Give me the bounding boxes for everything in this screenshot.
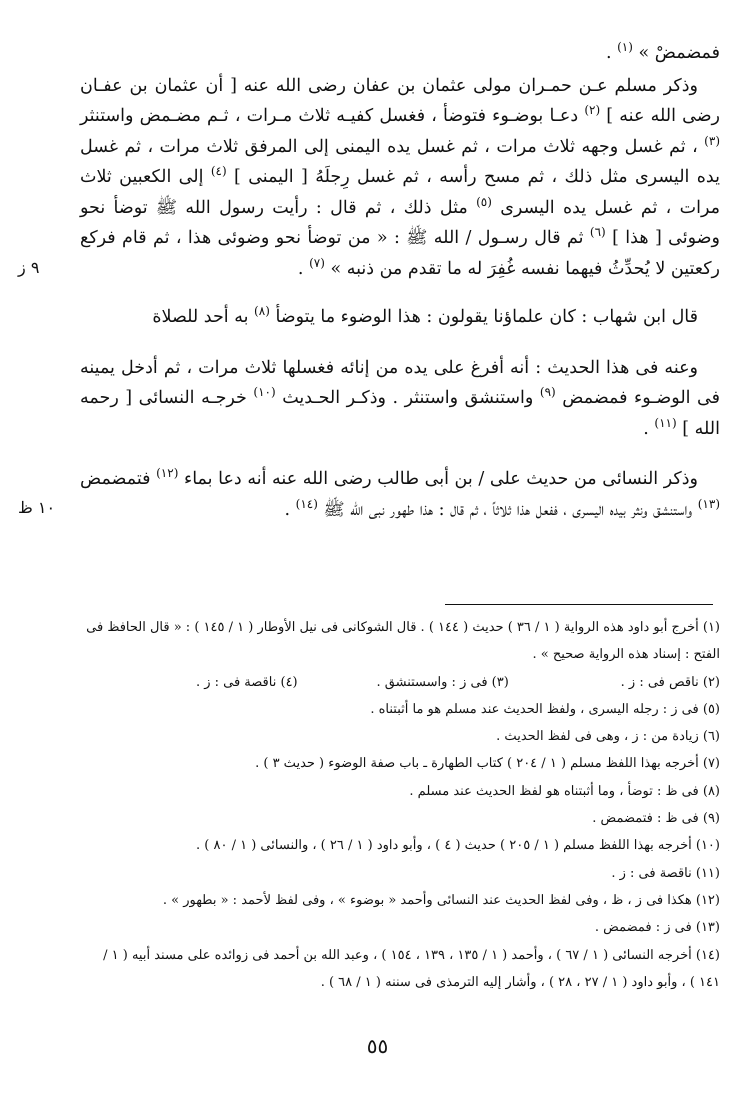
footnote-3: (٣) فى ز : واسستنشق . (376, 674, 509, 690)
text-span: مثل ذلك ، ثم قال : رأيت رسول الله ﷺ توضأ نحو وضوئى [ هذا ] (80, 197, 720, 248)
paragraph-4 (80, 464, 720, 525)
footnote-row (80, 669, 720, 696)
footnote-4: (٤) ناقصة فى : ز . (195, 674, 298, 690)
footnote-11: (١١) ناقصة فى : ز . (611, 865, 720, 881)
footnote-ref[interactable]: (٥) (476, 194, 492, 209)
text-span: . (297, 258, 310, 279)
text-span: دعـا بوضـوء فتوضأ ، فغسل كفيـه ثلاث مـرات ، ثـم مضـمض واستنثر (80, 106, 585, 126)
footnote-ref[interactable]: (١) (617, 40, 633, 55)
footnote-5: (٥) فى ز : رجله اليسرى ، ولفظ الحديث عند مسلم هو ما أثبتناه . (370, 701, 720, 717)
text-span: وذكر النسائى من حديث على / بن أبى طالب رضى الله عنه أنه دعا بماء (178, 469, 698, 489)
footnote-ref[interactable]: (٨) (254, 304, 270, 319)
footnote-8: (٨) فى ظ : توضأ ، وما أثبتناه هو لفظ الحديث عند مسلم . (409, 783, 720, 799)
footnote-12: (١٢) هكذا فى ز ، ظ ، وفى لفظ الحديث عند النسائى وأحمد « بوضوء » ، وفى لفظ لأحمد : « بطهور » . (162, 892, 720, 908)
footnote-separator (445, 604, 713, 605)
margin-note-1: ٩ ز (18, 258, 40, 277)
text-span: . (643, 418, 655, 439)
footnote-7: (٧) أخرجه بهذا اللفظ مسلم ( ١ / ٢٠٤ ) كتاب الطهارة ـ باب صفة الوضوء ( حديث ٣ ) . (255, 756, 720, 772)
footnote-6: (٦) زيادة من : ز ، وهى فى لفظ الحديث . (496, 729, 720, 745)
footnote-ref[interactable]: (٧) (309, 255, 325, 270)
text-span: واستنشق واستنثر . وذكـر الحـديث (275, 388, 540, 408)
footnote-9: (٩) فى ظ : فتمضمض . (592, 811, 720, 827)
text-span: . (605, 43, 618, 63)
text-span: واستنشق ونثر بيده اليسرى ، ففعل هذا ثلاثاً ، ثم قال : هذا طهور نبى الله ﷺ (317, 499, 698, 520)
footnote-ref[interactable]: (١٤) (295, 496, 318, 511)
text-span: به أحد للصلاة (152, 307, 255, 327)
text-span: خرجـه النسائى [ رحمه الله ] (80, 388, 720, 439)
footnote-1: (١) أخرج أبو داود هذه الرواية ( ١ / ٣٦ ) حديث ( ١٤٤ ) . قال الشوكانى فى نيل الأوطار ( ١ / ١٤٥ ) : « قال الحافظ فى الفتح : إسناد هذه الرواية صحيح » . (86, 620, 720, 663)
text-span: إلى الكعبين ثلاث مرات ، ثم غسل يده اليسرى (80, 167, 720, 218)
footnote-2: (٢) ناقص فى : ز . (620, 674, 720, 690)
text-span: فتمضمض (80, 469, 157, 489)
paragraph-1 (80, 71, 720, 285)
paragraph-2 (80, 302, 720, 333)
text-span: وذكر مسلم عـن حمـران مولى عثمان بن عفان رضى الله عنه [ أن عثمان بن عفـان رضى الله عنه ] (80, 75, 721, 126)
text-span: ، ثم غسل وجهه ثلاث مرات ، ثم غسل يده اليمنى إلى المرفق ثلاث مرات ، ثم غسل يده اليسرى مثل ذلك ، ثم مسح رأسه ، ثم غسل رِجلَهُ [ اليمنى ] (80, 136, 720, 187)
footnote-ref[interactable]: (٩) (539, 385, 556, 400)
paragraph-3 (80, 353, 720, 445)
margin-note-2: ١٠ ظ (18, 498, 56, 517)
footnote-ref[interactable]: (٣) (704, 133, 720, 148)
main-text (80, 38, 720, 525)
text-span: ثم قال رسـول / الله ﷺ : « من توضأ نحو وضوئى هذا ، ثم قام فركع ركعتين لا يُحدِّثُ فيهما نفسه غُفِرَ له ما تقدم من ذنبه » (80, 228, 720, 279)
footnotes (80, 614, 720, 996)
footnote-13: (١٣) فى ز : فمضمض . (594, 920, 720, 936)
footnote-ref[interactable]: (١٣) (697, 496, 720, 511)
text-span: فمضمضْ » (632, 43, 720, 63)
text-span: . (284, 499, 296, 520)
line-start (80, 38, 720, 69)
footnote-ref[interactable]: (٢) (584, 103, 601, 118)
text-span: قال ابن شهاب : كان علماؤنا يقولون : هذا الوضوء ما يتوضأ (269, 307, 698, 327)
footnote-ref[interactable]: (٦) (589, 225, 606, 240)
page-number: ٥٥ (366, 1034, 389, 1058)
footnote-ref[interactable]: (١٢) (156, 466, 179, 481)
text-span: وعنه فى هذا الحديث : أنه أفرغ على يده من إنائه فغسلها ثلاث مرات ، ثم أدخل يمينه فى الوضـوء فمضمض (80, 357, 720, 408)
footnote-10: (١٠) أخرجه بهذا اللفظ مسلم ( ١ / ٢٠٥ ) حديث ( ٤ ) ، وأبو داود ( ١ / ٢٦ ) ، والنسائى ( ١ / ٨٠ ) . (196, 838, 720, 854)
footnote-14: (١٤) أخرجه النسائى ( ١ / ٦٧ ) ، وأحمد ( ١ / ١٣٥ ، ١٣٩ ، ١٥٤ ) ، وعبد الله بن أحمد فى زوائده على مسند أبيه ( ١ / ١٤١ ) ، وأبو داود ( ١ / ٢٧ ، ٢٨ ) ، وأشار إليه الترمذى فى سننه ( ١ / ٦٨ ) . (103, 947, 720, 990)
footnote-ref[interactable]: (١١) (654, 415, 677, 430)
footnote-ref[interactable]: (١٠) (253, 385, 276, 400)
footnote-ref[interactable]: (٤) (210, 164, 227, 179)
